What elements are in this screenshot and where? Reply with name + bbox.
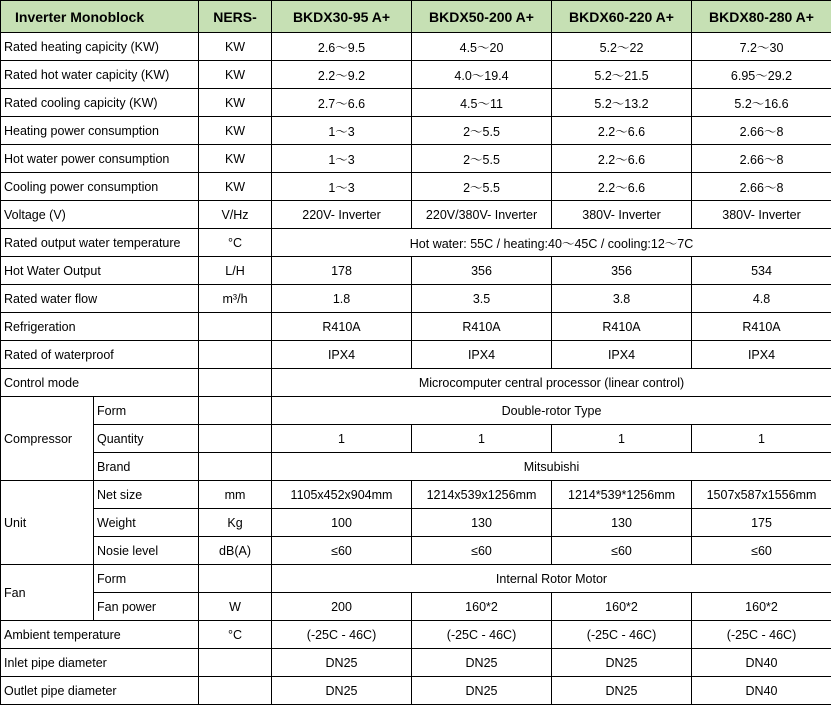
row-unit: L/H [199, 257, 272, 285]
row-unit: KW [199, 61, 272, 89]
group-label-compressor: Compressor [1, 397, 94, 481]
unit-column-header: NERS- [199, 1, 272, 33]
cell: 2.6～9.5 [272, 33, 412, 61]
row-label: Heating power consumption [1, 117, 199, 145]
cell: R410A [412, 313, 552, 341]
cell: 160*2 [552, 593, 692, 621]
row-unit [199, 453, 272, 481]
row-label: Rated cooling capicity (KW) [1, 89, 199, 117]
merged-cell: Internal Rotor Motor [272, 565, 831, 593]
row-hot-water-capacity [1, 61, 831, 89]
row-unit: °C [199, 229, 272, 257]
row-unit: KW [199, 117, 272, 145]
sub-label: Form [94, 397, 199, 425]
cell: 1 [552, 425, 692, 453]
cell: 2.7～6.6 [272, 89, 412, 117]
cell: DN25 [272, 649, 412, 677]
cell: 2.66～8 [692, 173, 831, 201]
model-header: BKDX80-280 A+ [692, 1, 831, 33]
row-unit [199, 565, 272, 593]
row-label: Control mode [1, 369, 199, 397]
row-unit: KW [199, 33, 272, 61]
cell: DN25 [272, 677, 412, 705]
row-heating-power [1, 117, 831, 145]
sub-label: Form [94, 565, 199, 593]
cell: 100 [272, 509, 412, 537]
cell: 1 [412, 425, 552, 453]
cell: 6.95～29.2 [692, 61, 831, 89]
sub-label: Fan power [94, 593, 199, 621]
row-unit [199, 425, 272, 453]
cell: 175 [692, 509, 831, 537]
sub-label: Quantity [94, 425, 199, 453]
cell: 7.2～30 [692, 33, 831, 61]
merged-cell: Hot water: 55C / heating:40～45C / cooling:12～7C [272, 229, 831, 257]
cell: 3.5 [412, 285, 552, 313]
cell: DN25 [412, 649, 552, 677]
model-header: BKDX60-220 A+ [552, 1, 692, 33]
cell: 2.2～6.6 [552, 117, 692, 145]
row-fan-form [1, 565, 831, 593]
cell: R410A [692, 313, 831, 341]
cell: (-25C - 46C) [692, 621, 831, 649]
row-unit: dB(A) [199, 537, 272, 565]
cell: 1 [692, 425, 831, 453]
row-hot-water-output [1, 257, 831, 285]
row-label: Ambient temperature [1, 621, 199, 649]
cell: 2～5.5 [412, 173, 552, 201]
group-label-fan: Fan [1, 565, 94, 621]
cell: IPX4 [552, 341, 692, 369]
cell: 4.0～19.4 [412, 61, 552, 89]
cell: IPX4 [692, 341, 831, 369]
cell: 356 [552, 257, 692, 285]
merged-cell: Mitsubishi [272, 453, 831, 481]
table-title: Inverter Monoblock [1, 1, 199, 33]
row-refrigeration [1, 313, 831, 341]
row-label: Hot water power consumption [1, 145, 199, 173]
cell: 2.66～8 [692, 145, 831, 173]
cell: 1507x587x1556mm [692, 481, 831, 509]
cell: R410A [272, 313, 412, 341]
cell: 2.66～8 [692, 117, 831, 145]
row-fan-power [1, 593, 831, 621]
cell: IPX4 [412, 341, 552, 369]
row-unit [199, 649, 272, 677]
cell: 5.2～16.6 [692, 89, 831, 117]
row-ambient-temperature [1, 621, 831, 649]
row-label: Cooling power consumption [1, 173, 199, 201]
cell: 4.8 [692, 285, 831, 313]
cell: ≤60 [552, 537, 692, 565]
model-header: BKDX50-200 A+ [412, 1, 552, 33]
cell: 200 [272, 593, 412, 621]
row-cooling-capacity [1, 89, 831, 117]
cell: 1～3 [272, 117, 412, 145]
cell: 5.2～21.5 [552, 61, 692, 89]
cell: 5.2～13.2 [552, 89, 692, 117]
row-unit: Kg [199, 509, 272, 537]
row-label: Rated output water temperature [1, 229, 199, 257]
cell: R410A [552, 313, 692, 341]
cell: 178 [272, 257, 412, 285]
row-heating-capacity [1, 33, 831, 61]
cell: 1214*539*1256mm [552, 481, 692, 509]
cell: 1105x452x904mm [272, 481, 412, 509]
cell: DN25 [552, 649, 692, 677]
row-unit: V/Hz [199, 201, 272, 229]
merged-cell: Microcomputer central processor (linear control) [272, 369, 831, 397]
cell: 2.2～9.2 [272, 61, 412, 89]
cell: 3.8 [552, 285, 692, 313]
sub-label: Nosie level [94, 537, 199, 565]
sub-label: Brand [94, 453, 199, 481]
row-unit: m³/h [199, 285, 272, 313]
cell: 1.8 [272, 285, 412, 313]
row-unit: W [199, 593, 272, 621]
cell: 380V- Inverter [692, 201, 831, 229]
row-unit [199, 313, 272, 341]
cell: 2.2～6.6 [552, 173, 692, 201]
cell: IPX4 [272, 341, 412, 369]
row-waterproof [1, 341, 831, 369]
model-header: BKDX30-95 A+ [272, 1, 412, 33]
group-label-unit: Unit [1, 481, 94, 565]
row-hot-water-power [1, 145, 831, 173]
row-control-mode [1, 369, 831, 397]
cell: ≤60 [272, 537, 412, 565]
cell: ≤60 [692, 537, 831, 565]
cell: (-25C - 46C) [412, 621, 552, 649]
row-label: Rated hot water capicity (KW) [1, 61, 199, 89]
row-label: Rated of waterproof [1, 341, 199, 369]
cell: 160*2 [692, 593, 831, 621]
row-unit [199, 677, 272, 705]
cell: 130 [552, 509, 692, 537]
row-unit [199, 369, 272, 397]
row-label: Rated heating capicity (KW) [1, 33, 199, 61]
row-unit [199, 397, 272, 425]
sub-label: Net size [94, 481, 199, 509]
row-label: Voltage (V) [1, 201, 199, 229]
row-label: Rated water flow [1, 285, 199, 313]
cell: 1～3 [272, 173, 412, 201]
row-inlet-pipe [1, 649, 831, 677]
cell: 356 [412, 257, 552, 285]
row-unit-net-size [1, 481, 831, 509]
row-unit [199, 341, 272, 369]
row-voltage [1, 201, 831, 229]
row-label: Hot Water Output [1, 257, 199, 285]
row-compressor-form [1, 397, 831, 425]
cell: DN40 [692, 649, 831, 677]
cell: 2.2～6.6 [552, 145, 692, 173]
row-unit-weight [1, 509, 831, 537]
cell: (-25C - 46C) [272, 621, 412, 649]
merged-cell: Double-rotor Type [272, 397, 831, 425]
cell: 2～5.5 [412, 145, 552, 173]
row-label: Inlet pipe diameter [1, 649, 199, 677]
cell: 220V- Inverter [272, 201, 412, 229]
row-water-flow [1, 285, 831, 313]
cell: 5.2～22 [552, 33, 692, 61]
row-compressor-brand [1, 453, 831, 481]
row-compressor-quantity [1, 425, 831, 453]
row-unit: mm [199, 481, 272, 509]
cell: 4.5～11 [412, 89, 552, 117]
cell: 130 [412, 509, 552, 537]
row-unit-noise [1, 537, 831, 565]
cell: DN25 [412, 677, 552, 705]
cell: 220V/380V- Inverter [412, 201, 552, 229]
header-row [1, 1, 831, 33]
row-unit: °C [199, 621, 272, 649]
cell: 1 [272, 425, 412, 453]
row-outlet-pipe [1, 677, 831, 705]
cell: 1214x539x1256mm [412, 481, 552, 509]
cell: 160*2 [412, 593, 552, 621]
row-cooling-power [1, 173, 831, 201]
cell: 4.5～20 [412, 33, 552, 61]
cell: DN40 [692, 677, 831, 705]
row-unit: KW [199, 173, 272, 201]
cell: 1～3 [272, 145, 412, 173]
row-output-water-temperature [1, 229, 831, 257]
cell: 534 [692, 257, 831, 285]
cell: (-25C - 46C) [552, 621, 692, 649]
cell: DN25 [552, 677, 692, 705]
row-label: Outlet pipe diameter [1, 677, 199, 705]
cell: 2～5.5 [412, 117, 552, 145]
row-unit: KW [199, 145, 272, 173]
sub-label: Weight [94, 509, 199, 537]
row-label: Refrigeration [1, 313, 199, 341]
cell: ≤60 [412, 537, 552, 565]
row-unit: KW [199, 89, 272, 117]
cell: 380V- Inverter [552, 201, 692, 229]
